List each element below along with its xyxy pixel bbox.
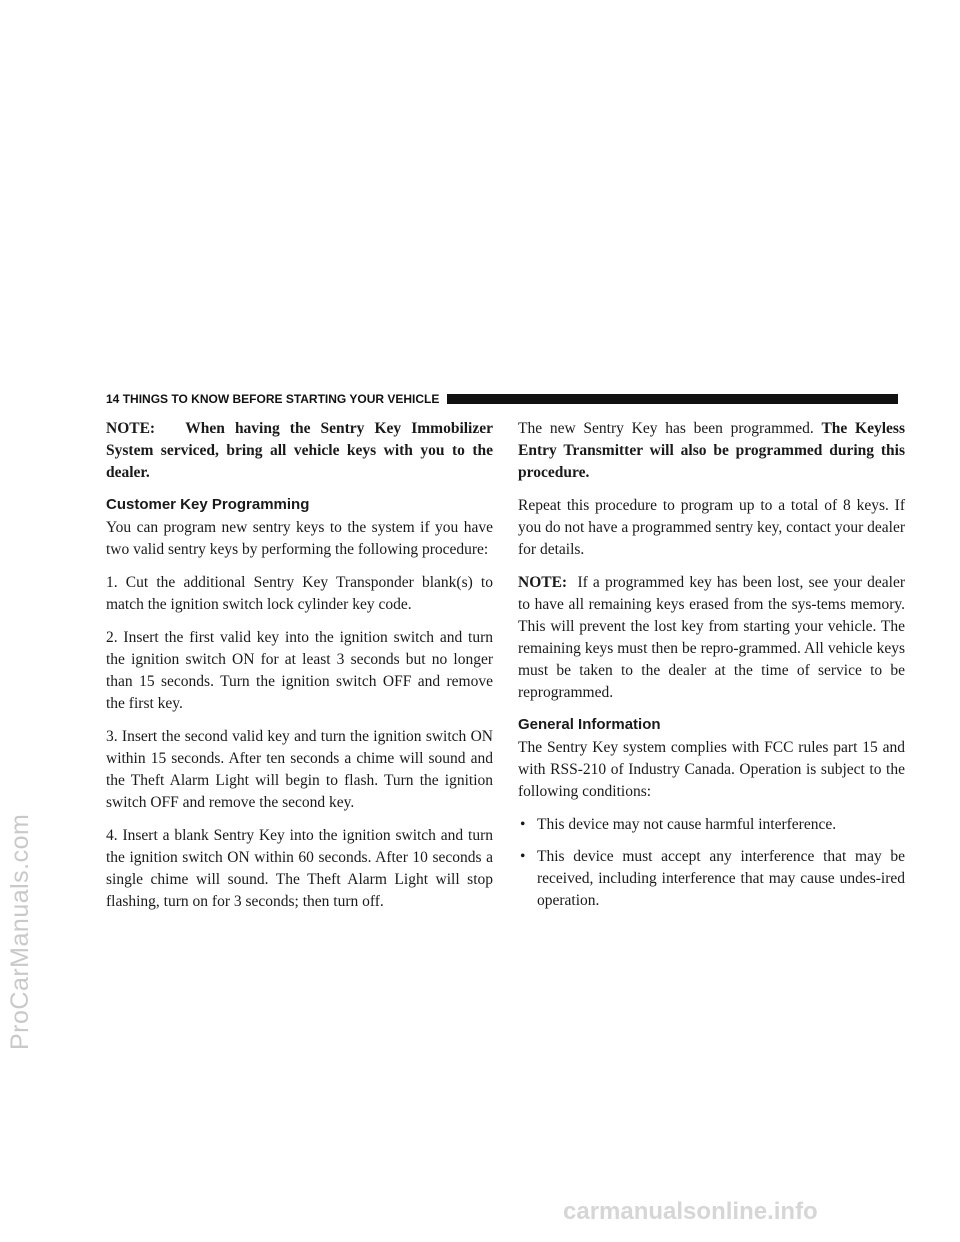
step-1: 1. Cut the additional Sentry Key Transponder blank(s) to match the ignition switch lock cylinder key code. [106, 574, 493, 613]
general-paragraph: The Sentry Key system complies with FCC rules part 15 and with RSS-210 of Industry Canada. Operation is subject to the following conditions: [518, 739, 905, 800]
list-item-text: This device may not cause harmful interference. [537, 816, 837, 833]
chapter-title: THINGS TO KNOW BEFORE STARTING YOUR VEHICLE [122, 392, 440, 406]
footer-logo: carmanualsonline.info [563, 1198, 818, 1225]
section-heading-general-information: General Information [518, 716, 661, 733]
note-text: If a programmed key has been lost, see your dealer to have all remaining keys erased from the sys-tems memory. This will prevent the lost key from starting your vehicle. The remaining keys must then be repro-grammed. All vehicle keys must be taken to the dealer at the time of service to be reprogrammed. [518, 574, 905, 701]
note-lost-key [518, 572, 905, 704]
list-item-text: This device must accept any interference that may be received, including interference that may cause undes-ired operation. [537, 848, 905, 909]
list-item [518, 846, 905, 912]
right-column [518, 418, 905, 922]
repeat-paragraph: Repeat this procedure to program up to a total of 8 keys. If you do not have a programmed sentry key, contact your dealer for details. [518, 497, 905, 558]
note-label: NOTE: [106, 420, 156, 437]
site-watermark: ProCarManuals.com [6, 813, 34, 1050]
note-label: NOTE: [518, 574, 568, 591]
programmed-text: The new Sentry Key has been programmed. [518, 420, 814, 437]
page-header [106, 391, 898, 407]
note-text: When having the Sentry Key Immobilizer System serviced, bring all vehicle keys with you to the dealer. [106, 420, 493, 481]
programmed-bold: The Keyless Entry Transmitter will also be programmed during this procedure. [518, 420, 905, 481]
page-header-text [106, 392, 439, 406]
programmed-paragraph [518, 418, 905, 484]
step-3: 3. Insert the second valid key and turn the ignition switch ON within 15 seconds. After ten seconds a chime will sound and the Theft Alarm Light will begin to flash. Turn the ignition switch OFF and remove the second key. [106, 728, 493, 811]
section-heading-customer-key-programming: Customer Key Programming [106, 496, 310, 513]
bullet-icon: • [520, 816, 526, 833]
page-number: 14 [106, 392, 120, 406]
step-4: 4. Insert a blank Sentry Key into the ignition switch and turn the ignition switch ON within 60 seconds. After 10 seconds a single chime will sound. The Theft Alarm Light will stop flashing, turn on for 3 seconds; then turn off. [106, 827, 493, 910]
left-column [106, 418, 493, 924]
programming-intro: You can program new sentry keys to the system if you have two valid sentry keys by performing the following procedure: [106, 519, 493, 558]
header-rule [447, 394, 898, 404]
step-2: 2. Insert the first valid key into the ignition switch and turn the ignition switch ON for at least 3 seconds but no longer than 15 seconds. Turn the ignition switch OFF and remove the first key. [106, 629, 493, 712]
bullet-icon: • [520, 848, 526, 865]
note-immobilizer [106, 418, 493, 484]
conditions-list [518, 814, 905, 912]
list-item [518, 814, 905, 836]
